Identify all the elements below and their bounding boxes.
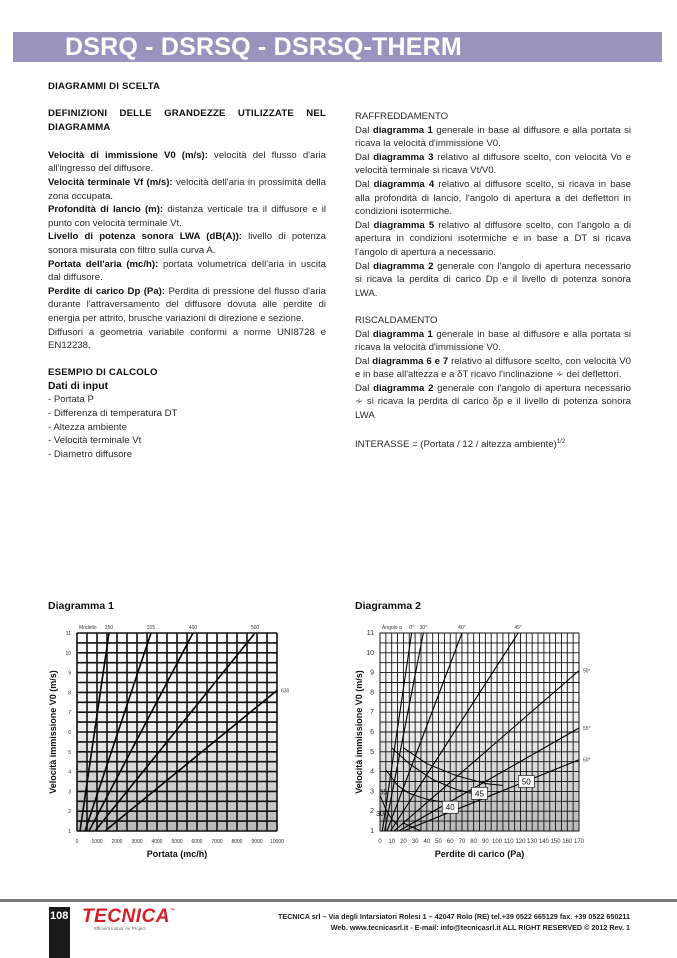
- inputs-list: [48, 393, 326, 461]
- svg-text:1000: 1000: [91, 839, 103, 845]
- svg-text:90: 90: [482, 839, 489, 845]
- svg-text:40: 40: [445, 803, 455, 813]
- svg-text:140: 140: [538, 839, 549, 845]
- svg-text:5: 5: [68, 749, 71, 756]
- svg-text:100: 100: [492, 839, 503, 845]
- diagram-ref: diagramma 1: [372, 328, 433, 340]
- input-item: - Diametro diffusore: [48, 448, 133, 460]
- definition-term: Perdite di carico Dp (Pa):: [48, 285, 166, 297]
- svg-text:8: 8: [68, 690, 71, 697]
- svg-text:50°: 50°: [583, 668, 591, 675]
- svg-text:55°: 55°: [583, 726, 591, 733]
- cooling-title: RAFFREDDAMENTO: [355, 111, 449, 122]
- svg-text:2000: 2000: [111, 839, 123, 845]
- logo-text: TECNICA: [82, 906, 170, 927]
- svg-text:10: 10: [388, 839, 396, 845]
- svg-text:7000: 7000: [211, 839, 223, 845]
- diagram-ref: diagramma 2: [373, 382, 434, 394]
- chart2-title: Diagramma 2: [355, 600, 421, 612]
- page-number: 108: [49, 907, 70, 958]
- svg-text:80: 80: [470, 839, 477, 845]
- svg-text:2: 2: [68, 809, 71, 816]
- svg-text:1: 1: [370, 828, 374, 835]
- svg-text:7: 7: [68, 710, 71, 717]
- definitions-list: [48, 149, 326, 326]
- svg-text:50: 50: [435, 839, 442, 845]
- svg-text:Velocità immissione V0 (m/s): Velocità immissione V0 (m/s): [354, 670, 364, 794]
- definition-term: Livello di potenza sonora LWA (dB(A)):: [48, 231, 242, 243]
- step-item: Dal diagramma 5 relativo al diffusore scelto, con l'angolo a di apertura in condizioni isotermiche e in base a DT si ricava l'angolo di apertura a necessario.: [355, 219, 631, 258]
- svg-text:170: 170: [573, 839, 585, 845]
- svg-text:40°: 40°: [458, 625, 466, 631]
- chart1-title: Diagramma 1: [48, 600, 114, 612]
- footer-web: Web. www.tecnicasrl.it - E-mail: info@tecnicasrl.it ALL RIGHT RESERVED © 2012 Rev. 1: [330, 923, 630, 932]
- svg-text:2: 2: [370, 808, 374, 816]
- svg-text:35: 35: [379, 789, 388, 797]
- diagram-ref: diagramma 5: [373, 219, 435, 231]
- svg-text:315: 315: [146, 625, 156, 631]
- brand-logo: TECNICA™: [82, 906, 176, 927]
- svg-text:30: 30: [376, 811, 384, 819]
- svg-text:110: 110: [503, 839, 514, 845]
- svg-text:11: 11: [366, 630, 374, 637]
- svg-text:Perdite di carico (Pa): Perdite di carico (Pa): [434, 849, 525, 859]
- footer-contact: [278, 911, 630, 933]
- definition-item: [48, 149, 326, 176]
- svg-text:40: 40: [423, 839, 431, 845]
- page-title: DSRQ - DSRSQ - DSRSQ-THERM: [65, 33, 462, 61]
- definition-text: distanza verticale tra il diffusore e il punto con velocità terminale Vt.: [48, 204, 327, 229]
- step-item: Dal diagramma 1 generale in base al diffusore e alla portata si ricava la velocità d'immissione V0.: [355, 328, 631, 354]
- svg-text:Modello: Modello: [79, 625, 97, 631]
- svg-text:Angolo α: Angolo α: [382, 625, 402, 631]
- definition-term: Velocità di immissione V0 (m/s):: [48, 149, 208, 161]
- svg-text:30: 30: [411, 839, 419, 845]
- definitions-title: DEFINIZIONI DELLE GRANDEZZE UTILIZZATE NEL DIAGRAMMA: [48, 108, 326, 134]
- svg-text:Portata (mc/h): Portata (mc/h): [146, 849, 208, 859]
- definition-item: [48, 203, 326, 230]
- svg-text:5: 5: [370, 748, 374, 756]
- diagram-ref: diagramma 3: [373, 151, 434, 163]
- svg-text:0°: 0°: [409, 625, 414, 631]
- svg-text:8: 8: [370, 689, 374, 697]
- svg-text:630: 630: [281, 688, 290, 695]
- svg-text:160: 160: [562, 839, 573, 845]
- svg-text:150: 150: [550, 839, 561, 845]
- svg-text:70: 70: [458, 839, 466, 845]
- input-item: - Velocità terminale Vt: [48, 435, 142, 447]
- right-column: [355, 110, 631, 452]
- svg-text:0: 0: [378, 839, 382, 845]
- definition-text: Perdita di pressione del flusso d'aria durante l'attraversamento del diffusore dovuta alle perdite di energia per attrito, brusche variazioni di direzione e sezione.: [48, 285, 326, 324]
- svg-text:30°: 30°: [419, 625, 428, 631]
- input-item: - Differenza di temperatura DT: [48, 408, 178, 420]
- definition-term: Portata dell'aria (mc/h):: [48, 258, 159, 270]
- step-item: Dal diagramma 3 relativo al diffusore scelto, con velocità Vo e velocità terminale si ricava Vt/V0.: [355, 151, 632, 177]
- step-item: Dal diagramma 6 e 7 relativo al diffusore scelto, con velocità V0 e in base all'altezza e a δT ricavo l'inclinazione ∻ dei deflettori.: [355, 355, 631, 381]
- svg-text:8000: 8000: [231, 839, 243, 845]
- definition-term: Velocità terminale Vf (m/s):: [48, 176, 173, 188]
- step-item: Dal diagramma 2 generale con l'angolo di apertura necessario si ricava la perdita di carico Dp e il livello di potenza sonora LWA.: [355, 260, 631, 299]
- left-column: [48, 80, 326, 461]
- definition-item: [48, 285, 326, 326]
- logo-tagline: Efficient Indoor Air Project: [94, 926, 146, 931]
- definition-item: [48, 230, 326, 257]
- svg-text:4: 4: [68, 769, 71, 776]
- svg-text:6: 6: [68, 730, 71, 736]
- definition-term: Profondità di lancio (m):: [48, 204, 164, 216]
- cooling-steps: [355, 124, 631, 301]
- footer-address: TECNICA srl – Via degli Intarsiatori Rolesi 1 – 42047 Rolo (RE) tel.+39 0522 665129 fax. +39 0522 650211: [278, 912, 630, 921]
- svg-text:0: 0: [75, 839, 79, 845]
- norms-note: Diffusori a geometria variabile conformi a norme UNI8728 e EN12238.: [48, 326, 326, 352]
- svg-text:9: 9: [68, 670, 71, 677]
- diagram-ref: diagramma 4: [373, 178, 435, 190]
- formula-text: INTERASSE = (Portata / 12 / altezza ambiente): [355, 439, 557, 451]
- svg-text:3: 3: [370, 788, 374, 796]
- diagram-ref: diagramma 2: [373, 260, 434, 272]
- svg-text:Velocità immissione V0 (m/s): Velocità immissione V0 (m/s): [48, 670, 58, 794]
- diagram-1-chart: [44, 618, 304, 863]
- svg-text:50: 50: [521, 777, 531, 787]
- input-title: Dati di input: [48, 380, 109, 392]
- svg-text:9000: 9000: [251, 839, 263, 845]
- heating-steps: [355, 328, 631, 423]
- diagram-2-chart: [350, 618, 600, 863]
- definition-text: velocità dell'aria in prossimità della zona occupata.: [48, 176, 327, 202]
- definition-item: [48, 258, 326, 285]
- svg-text:45: 45: [475, 789, 484, 799]
- svg-text:60°: 60°: [583, 757, 591, 764]
- formula-exponent: 1/2: [556, 439, 566, 446]
- input-item: - Portata P: [48, 394, 94, 406]
- svg-text:6000: 6000: [191, 839, 203, 845]
- diagram-ref: diagramma 1: [372, 124, 433, 136]
- svg-text:4: 4: [370, 768, 374, 776]
- svg-text:3: 3: [68, 789, 71, 796]
- input-item: - Altezza ambiente: [48, 421, 127, 433]
- footer-divider: [0, 899, 677, 902]
- heating-title: RISCALDAMENTO: [355, 314, 438, 326]
- example-title: ESEMPIO DI CALCOLO: [48, 367, 158, 379]
- svg-text:10: 10: [65, 650, 71, 657]
- svg-text:250: 250: [104, 625, 114, 631]
- definition-item: [48, 176, 326, 203]
- definition-text: velocità del flusso d'aria all'ingresso del diffusore.: [48, 149, 326, 175]
- svg-text:4000: 4000: [151, 839, 163, 845]
- title-band: [13, 32, 662, 62]
- svg-text:400: 400: [188, 625, 198, 631]
- svg-text:5000: 5000: [171, 839, 183, 845]
- step-item: Dal diagramma 1 generale in base al diffusore e alla portata si ricava la velocità d'immissione V0.: [355, 124, 631, 150]
- svg-text:120: 120: [515, 839, 526, 845]
- svg-text:3000: 3000: [131, 839, 143, 845]
- svg-text:11: 11: [65, 631, 71, 637]
- step-item: Dal diagramma 2 generale con l'angolo di apertura necessario ∻ si ricava la perdita di carico δp e il livello di potenza sonora LWA: [355, 382, 631, 422]
- step-item: Dal diagramma 4 relativo al diffusore scelto, si ricava in base alla profondità di lancio, l'angolo di apertura a dei deflettori in condizioni isotermiche.: [355, 178, 632, 218]
- svg-text:6: 6: [370, 729, 374, 736]
- definition-text: portata volumetrica dell'aria in uscita dal diffusore.: [48, 258, 326, 284]
- svg-text:60: 60: [446, 839, 454, 845]
- svg-text:7: 7: [370, 709, 374, 717]
- svg-text:20: 20: [400, 839, 407, 845]
- definition-text: livello di potenza sonora misurata con filtro sulla curva A.: [48, 231, 326, 256]
- svg-text:500: 500: [250, 625, 260, 631]
- svg-text:9: 9: [370, 669, 374, 677]
- diagram-ref: diagramma 6 e 7: [372, 355, 449, 367]
- svg-text:1: 1: [68, 829, 71, 835]
- svg-text:10000: 10000: [270, 839, 284, 845]
- section-title: DIAGRAMMI DI SCELTA: [48, 81, 161, 92]
- formula: [355, 436, 631, 452]
- svg-text:130: 130: [527, 839, 538, 845]
- svg-text:45°: 45°: [514, 625, 522, 631]
- svg-text:10: 10: [366, 649, 374, 657]
